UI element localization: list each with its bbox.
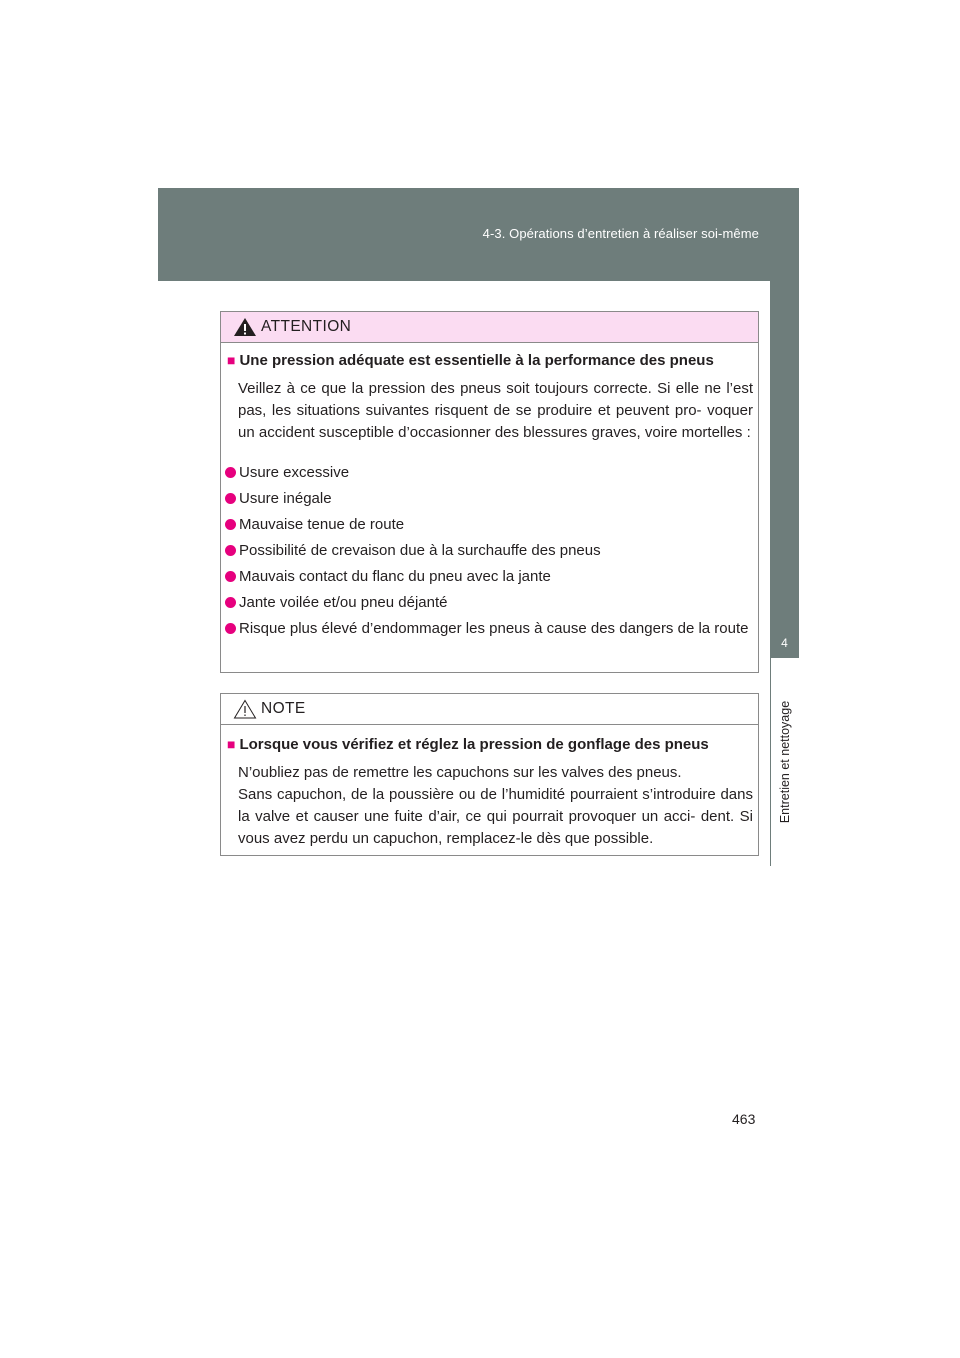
note-box (220, 693, 759, 856)
chapter-number: 4 (781, 636, 788, 650)
list-item: Mauvaise tenue de route (225, 514, 753, 536)
list-item: Possibilité de crevaison due à la surchauffe des pneus (225, 540, 753, 562)
bullet-dot-icon (225, 545, 236, 556)
bullet-dot-icon (225, 597, 236, 608)
square-bullet-icon: ■ (227, 736, 236, 752)
note-subhead: ■ Lorsque vous vérifiez et réglez la pression de gonflage des pneus (227, 736, 709, 753)
bullet-dot-icon (225, 493, 236, 504)
attention-box (220, 311, 759, 673)
list-item: Jante voilée et/ou pneu déjanté (225, 592, 753, 614)
chapter-label: Entretien et nettoyage (778, 700, 792, 824)
list-item: Usure inégale (225, 488, 753, 510)
warning-icon (233, 317, 257, 337)
side-tab (770, 281, 799, 866)
attention-header (221, 312, 758, 343)
bullet-dot-icon (225, 467, 236, 478)
header-band (158, 188, 799, 281)
list-item: Mauvais contact du flanc du pneu avec la jante (225, 566, 753, 588)
note-line: N’oubliez pas de remettre les capuchons sur les valves des pneus. (238, 764, 682, 781)
attention-subhead: ■ Une pression adéquate est essentielle à la performance des pneus (227, 352, 714, 369)
bullet-dot-icon (225, 571, 236, 582)
square-bullet-icon: ■ (227, 352, 236, 368)
list-item: Usure excessive (225, 462, 753, 484)
attention-paragraph: Veillez à ce que la pression des pneus soit toujours correcte. Si elle ne l’est pas, les situations suivantes risquent de se produire et peuvent pro- voquer un accident susceptible d’occasionner des blessures graves, voire mortelles : (238, 380, 753, 441)
page-number: 463 (732, 1111, 756, 1127)
bullet-dot-icon (225, 519, 236, 530)
note-header (221, 694, 758, 725)
note-paragraph: Sans capuchon, de la poussière ou de l’humidité pourraient s’introduire dans la valve et causer une fuite d’air, ce qui pourrait provoquer un acci- dent. Si vous avez perdu un capuchon, remplacez-le dès que possible. (238, 786, 753, 847)
side-tab-label-box (770, 658, 799, 866)
section-title: 4-3. Opérations d’entretien à réaliser soi-même (482, 226, 759, 241)
bullet-dot-icon (225, 623, 236, 634)
list-item: Risque plus élevé d’endommager les pneus à cause des dangers de la route (225, 618, 753, 640)
caution-outline-icon (233, 699, 257, 719)
note-title: NOTE (261, 700, 306, 717)
attention-title: ATTENTION (261, 318, 352, 335)
